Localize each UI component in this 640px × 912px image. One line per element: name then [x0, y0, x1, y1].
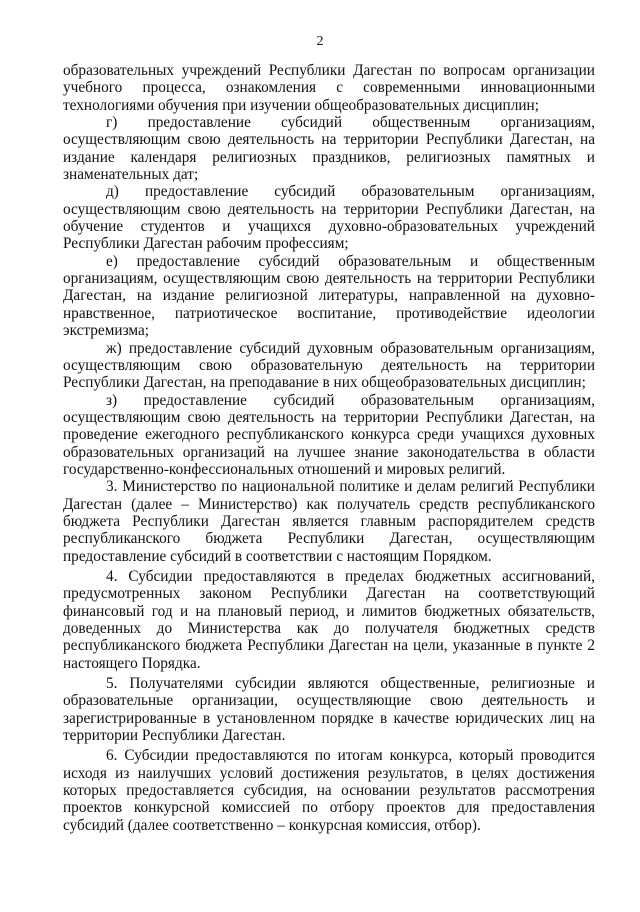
- paragraph-item-g: г) предоставление субсидий общественным организациям, осуществляющим свою деятельность на территории Республики Дагестан, на издание календаря религиозных праздников, религиозных памятных и знаменательных дат;: [63, 114, 595, 184]
- paragraph-item-z: з) предоставление субсидий образовательным организациям, осуществляющим свою деятельность на территории Республики Дагестан, на проведение ежегодного республиканского конкурса среди учащихся духовных образовательных организаций на лучшее знание законодательства в области государственно-конфессиональных отношений и мировых религий.: [63, 391, 595, 478]
- page-number: 2: [316, 34, 324, 49]
- paragraph-continuation: образовательных учреждений Республики Дагестан по вопросам организации учебного процесса, ознакомления с современными инновационными технологиями обучения при изучении общеобразовательных дисциплин;: [63, 62, 595, 114]
- paragraph-item-d: д) предоставление субсидий образовательным организациям, осуществляющим свою деятельность на территории Республики Дагестан, на обучение студентов и учащихся духовно-образовательных учреждений Республики Дагестан рабочим профессиям;: [63, 183, 595, 253]
- paragraph-clause-3: 3. Министерство по национальной политике и делам религий Республики Дагестан (далее – Министерство) как получатель средств республиканского бюджета Республики Дагестан является главным распорядителем средств республиканского бюджета Республики Дагестан, осуществляющим предоставление субсидий в соответствии с настоящим Порядком.: [63, 478, 595, 565]
- paragraph-item-e: е) предоставление субсидий образовательным и общественным организациям, осуществляющим свою деятельность на территории Республики Дагестан, на издание религиозной литературы, направленной на духовно-нравственное, патриотическое воспитание, противодействие идеологии экстремизма;: [63, 252, 595, 340]
- paragraph-clause-6: 6. Субсидии предоставляются по итогам конкурса, который проводится исходя из наилучших условий достижения результатов, в целях достижения которых предоставляется субсидия, на основании результатов рассмотрения проектов конкурсной комиссией по отбору проектов для предоставления субсидий (далее соответственно – конкурсная комиссия, отбор).: [63, 747, 595, 834]
- document-body: [63, 62, 595, 834]
- paragraph-clause-4: 4. Субсидии предоставляются в пределах бюджетных ассигнований, предусмотренных законом Республики Дагестан на соответствующий финансовый год и на плановый период, и лимитов бюджетных обязательств, доведенных до Министерства как до получателя бюджетных средств республиканского бюджета Республики Дагестан на цели, указанные в пункте 2 настоящего Порядка.: [63, 567, 595, 672]
- paragraph-clause-5: 5. Получателями субсидии являются общественные, религиозные и образовательные организации, осуществляющие свою деятельность и зарегистрированные в установленном порядке в качестве юридических лиц на территории Республики Дагестан.: [63, 675, 595, 745]
- paragraph-item-zh: ж) предоставление субсидий духовным образовательным организациям, осуществляющим свою образовательную деятельность на территории Республики Дагестан, на преподавание в них общеобразовательных дисциплин;: [63, 339, 595, 392]
